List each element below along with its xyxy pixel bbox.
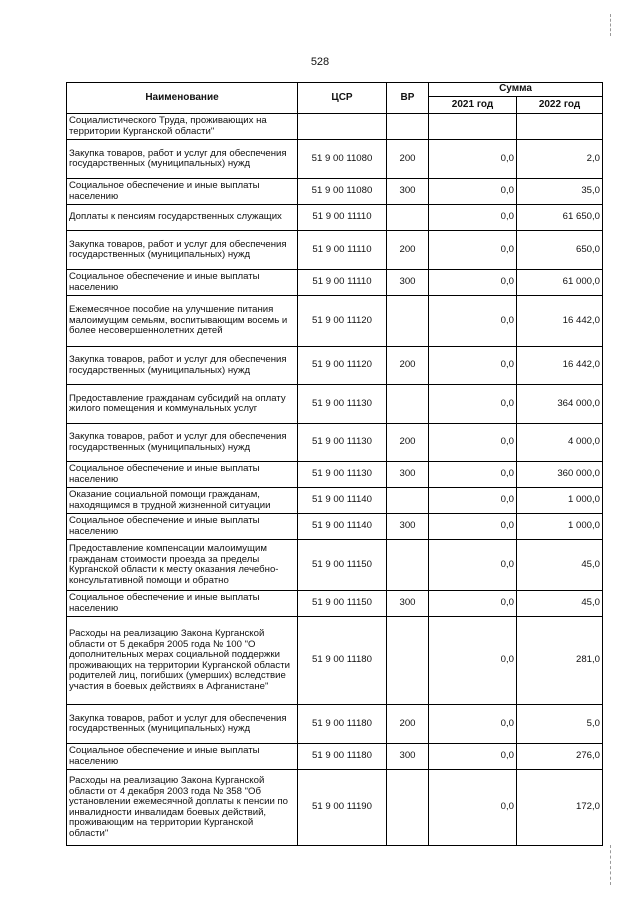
row-vr	[387, 296, 429, 347]
table-row	[67, 231, 603, 270]
row-vr	[387, 385, 429, 424]
row-csr: 51 9 00 11150	[298, 540, 387, 591]
table-row	[67, 347, 603, 385]
table-row	[67, 462, 603, 488]
table-row	[67, 705, 603, 744]
header-vr: ВР	[387, 83, 429, 114]
row-csr: 51 9 00 11190	[298, 770, 387, 846]
row-vr: 200	[387, 705, 429, 744]
table-row	[67, 385, 603, 424]
row-amount-2021: 0,0	[429, 462, 517, 488]
row-csr: 51 9 00 11080	[298, 179, 387, 205]
row-vr: 300	[387, 514, 429, 540]
row-csr: 51 9 00 11140	[298, 488, 387, 514]
row-vr: 200	[387, 424, 429, 462]
row-name: Социалистического Труда, проживающих на территории Курганской области"	[67, 114, 298, 140]
table-row	[67, 296, 603, 347]
row-name: Социальное обеспечение и иные выплаты населению	[67, 514, 298, 540]
row-amount-2021: 0,0	[429, 205, 517, 231]
table-row	[67, 424, 603, 462]
row-name: Закупка товаров, работ и услуг для обеспечения государственных (муниципальных) нужд	[67, 231, 298, 270]
row-amount-2022: 1 000,0	[517, 488, 603, 514]
row-name: Оказание социальной помощи гражданам, находящимся в трудной жизненной ситуации	[67, 488, 298, 514]
row-name: Закупка товаров, работ и услуг для обеспечения государственных (муниципальных) нужд	[67, 347, 298, 385]
scan-edge-mark-bottom	[610, 845, 612, 885]
row-vr: 300	[387, 270, 429, 296]
table-row	[67, 114, 603, 140]
row-name: Расходы на реализацию Закона Курганской области от 5 декабря 2005 года № 100 "О дополнительных мерах социальной поддержки проживающих на территории Курганской области родителей лиц, погибших (умерших) вследствие участия в боевых действиях в Афганистане"	[67, 617, 298, 705]
row-csr: 51 9 00 11140	[298, 514, 387, 540]
row-amount-2022: 5,0	[517, 705, 603, 744]
row-amount-2022: 281,0	[517, 617, 603, 705]
row-vr: 300	[387, 744, 429, 770]
row-name: Закупка товаров, работ и услуг для обеспечения государственных (муниципальных) нужд	[67, 424, 298, 462]
table-row	[67, 179, 603, 205]
row-vr: 200	[387, 347, 429, 385]
row-csr	[298, 114, 387, 140]
row-name: Ежемесячное пособие на улучшение питания малоимущим семьям, воспитывающим восемь и более несовершеннолетних детей	[67, 296, 298, 347]
row-name: Социальное обеспечение и иные выплаты населению	[67, 270, 298, 296]
row-csr: 51 9 00 11180	[298, 744, 387, 770]
row-amount-2021	[429, 114, 517, 140]
row-amount-2022	[517, 114, 603, 140]
table-row	[67, 744, 603, 770]
row-name: Предоставление компенсации малоимущим гражданам стоимости проезда за пределы Курганской области к месту оказания лечебно-консультативной помощи и обратно	[67, 540, 298, 591]
row-vr: 300	[387, 462, 429, 488]
row-amount-2021: 0,0	[429, 591, 517, 617]
row-csr: 51 9 00 11120	[298, 347, 387, 385]
row-vr	[387, 114, 429, 140]
table-row	[67, 205, 603, 231]
row-amount-2022: 45,0	[517, 540, 603, 591]
table-row	[67, 514, 603, 540]
row-amount-2022: 364 000,0	[517, 385, 603, 424]
row-amount-2022: 276,0	[517, 744, 603, 770]
row-amount-2021: 0,0	[429, 744, 517, 770]
row-amount-2021: 0,0	[429, 770, 517, 846]
row-name: Закупка товаров, работ и услуг для обеспечения государственных (муниципальных) нужд	[67, 705, 298, 744]
header-name: Наименование	[67, 83, 298, 114]
row-vr	[387, 488, 429, 514]
row-csr: 51 9 00 11180	[298, 705, 387, 744]
row-vr	[387, 617, 429, 705]
row-vr	[387, 205, 429, 231]
row-name: Социальное обеспечение и иные выплаты населению	[67, 179, 298, 205]
row-vr: 300	[387, 179, 429, 205]
row-csr: 51 9 00 11080	[298, 140, 387, 179]
budget-table	[66, 82, 603, 846]
row-name: Социальное обеспечение и иные выплаты населению	[67, 744, 298, 770]
table-row	[67, 140, 603, 179]
row-csr: 51 9 00 11150	[298, 591, 387, 617]
row-name: Закупка товаров, работ и услуг для обеспечения государственных (муниципальных) нужд	[67, 140, 298, 179]
row-amount-2022: 61 650,0	[517, 205, 603, 231]
row-amount-2021: 0,0	[429, 270, 517, 296]
row-amount-2022: 2,0	[517, 140, 603, 179]
scan-edge-mark-top	[610, 14, 612, 36]
row-amount-2022: 35,0	[517, 179, 603, 205]
row-amount-2022: 16 442,0	[517, 296, 603, 347]
row-name: Предоставление гражданам субсидий на оплату жилого помещения и коммунальных услуг	[67, 385, 298, 424]
row-name: Социальное обеспечение и иные выплаты населению	[67, 462, 298, 488]
row-csr: 51 9 00 11110	[298, 231, 387, 270]
row-csr: 51 9 00 11110	[298, 270, 387, 296]
row-vr	[387, 770, 429, 846]
row-amount-2021: 0,0	[429, 514, 517, 540]
row-amount-2022: 1 000,0	[517, 514, 603, 540]
row-amount-2021: 0,0	[429, 179, 517, 205]
row-amount-2021: 0,0	[429, 347, 517, 385]
row-csr: 51 9 00 11110	[298, 205, 387, 231]
table-header-row	[67, 83, 603, 97]
row-vr: 200	[387, 231, 429, 270]
row-vr: 200	[387, 140, 429, 179]
table-row	[67, 270, 603, 296]
header-2021: 2021 год	[429, 97, 517, 114]
table-row	[67, 540, 603, 591]
row-csr: 51 9 00 11130	[298, 424, 387, 462]
header-csr: ЦСР	[298, 83, 387, 114]
header-sum: Сумма	[429, 83, 603, 97]
row-amount-2022: 360 000,0	[517, 462, 603, 488]
row-amount-2021: 0,0	[429, 296, 517, 347]
row-amount-2022: 650,0	[517, 231, 603, 270]
row-amount-2021: 0,0	[429, 488, 517, 514]
row-amount-2022: 4 000,0	[517, 424, 603, 462]
row-amount-2021: 0,0	[429, 231, 517, 270]
header-2022: 2022 год	[517, 97, 603, 114]
row-amount-2022: 172,0	[517, 770, 603, 846]
row-amount-2021: 0,0	[429, 140, 517, 179]
table-row	[67, 591, 603, 617]
row-amount-2021: 0,0	[429, 540, 517, 591]
row-amount-2021: 0,0	[429, 705, 517, 744]
table-body	[67, 114, 603, 846]
row-vr	[387, 540, 429, 591]
row-csr: 51 9 00 11130	[298, 385, 387, 424]
row-amount-2021: 0,0	[429, 424, 517, 462]
row-amount-2021: 0,0	[429, 617, 517, 705]
table-row	[67, 617, 603, 705]
row-csr: 51 9 00 11130	[298, 462, 387, 488]
row-vr: 300	[387, 591, 429, 617]
row-amount-2021: 0,0	[429, 385, 517, 424]
row-csr: 51 9 00 11120	[298, 296, 387, 347]
page-number: 528	[310, 56, 330, 68]
table-row	[67, 488, 603, 514]
row-amount-2022: 45,0	[517, 591, 603, 617]
row-amount-2022: 61 000,0	[517, 270, 603, 296]
row-amount-2022: 16 442,0	[517, 347, 603, 385]
row-name: Расходы на реализацию Закона Курганской области от 4 декабря 2003 года № 358 "Об установлении ежемесячной доплаты к пенсии по инвалидности инвалидам боевых действий, проживающим на территории Курганской области"	[67, 770, 298, 846]
table-row	[67, 770, 603, 846]
row-name: Доплаты к пенсиям государственных служащих	[67, 205, 298, 231]
row-name: Социальное обеспечение и иные выплаты населению	[67, 591, 298, 617]
row-csr: 51 9 00 11180	[298, 617, 387, 705]
